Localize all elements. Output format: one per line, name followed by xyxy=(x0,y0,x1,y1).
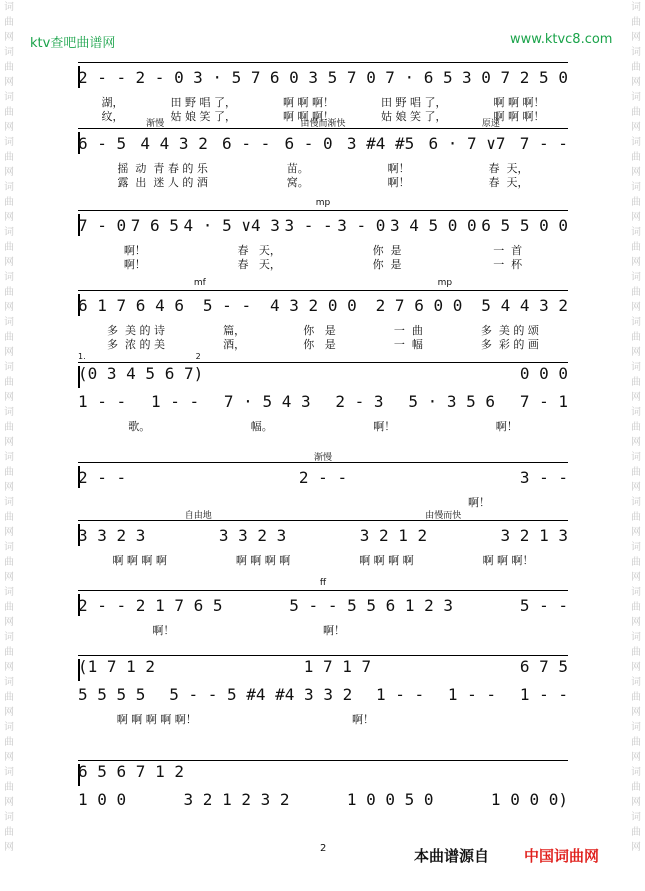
tempo-mark-item: mp xyxy=(437,278,453,288)
upper-staff-notes xyxy=(78,762,568,781)
watermark-glyph: 词 xyxy=(4,587,14,598)
upper-staff-notes-item: (1 7 1 2 xyxy=(78,657,156,676)
watermark-glyph: 曲 xyxy=(631,737,641,748)
watermark-glyph: 曲 xyxy=(631,557,641,568)
watermark-glyph: 曲 xyxy=(631,512,641,523)
watermark-glyph: 网 xyxy=(631,347,641,358)
lyric-line-2-item: 窝。 xyxy=(286,176,309,189)
melody-notes-item: 7 · 6 5 xyxy=(385,68,453,87)
lyric-line-2-item: 你 是 xyxy=(303,338,336,351)
lyric-line-1-item: 啊！ xyxy=(495,420,518,433)
slur-line xyxy=(78,62,568,63)
lyric-line-1-item: 啊 啊 啊！ xyxy=(493,96,545,109)
watermark-glyph: 网 xyxy=(631,77,641,88)
melody-notes-item: 3 3 2 3 xyxy=(78,526,146,545)
watermark-glyph: 网 xyxy=(4,122,14,133)
lyric-line-1-item: 幅。 xyxy=(250,420,273,433)
tempo-mark xyxy=(78,578,568,588)
melody-notes xyxy=(78,790,568,809)
lyric-line-2-item: 酒， xyxy=(223,338,246,351)
watermark-glyph: 曲 xyxy=(631,692,641,703)
lyric-line-1-item: 啊 啊 啊！ xyxy=(283,96,334,109)
melody-notes-item: 3 3 2 3 xyxy=(218,526,287,545)
lyric-line-1 xyxy=(78,418,568,434)
watermark-glyph: 网 xyxy=(4,212,14,223)
lyric-line-1-item: 啊！ xyxy=(387,162,410,175)
watermark-glyph: 词 xyxy=(4,677,14,688)
watermark-glyph: 网 xyxy=(631,527,641,538)
watermark-glyph: 曲 xyxy=(4,647,14,658)
watermark-glyph: 词 xyxy=(4,227,14,238)
lyric-line-1-item: 湖， xyxy=(101,96,124,109)
melody-notes-item: 3 #4 #5 xyxy=(346,134,415,153)
score-row xyxy=(78,760,568,830)
watermark-glyph: 网 xyxy=(4,167,14,178)
watermark-glyph: 词 xyxy=(631,317,641,328)
watermark-glyph: 词 xyxy=(631,632,641,643)
watermark-glyph: 曲 xyxy=(4,62,14,73)
watermark-glyph: 网 xyxy=(4,437,14,448)
melody-notes-item: 6 1 7 6 4 6 xyxy=(78,296,184,315)
watermark-glyph: 词 xyxy=(4,407,14,418)
watermark-glyph: 词 xyxy=(4,47,14,58)
melody-notes-item: 3 - - xyxy=(519,468,568,487)
melody-notes-item: 6 5 5 0 0 xyxy=(481,216,568,235)
watermark-glyph: 曲 xyxy=(631,287,641,298)
tempo-mark-item: mf xyxy=(193,278,206,288)
melody-notes-item: 6 · 7 ∨7 xyxy=(428,134,506,153)
watermark-glyph: 词 xyxy=(4,542,14,553)
watermark-glyph: 网 xyxy=(4,347,14,358)
watermark-glyph: 网 xyxy=(631,842,641,853)
watermark-glyph: 词 xyxy=(4,137,14,148)
watermark-glyph: 词 xyxy=(631,722,641,733)
watermark-glyph: 曲 xyxy=(4,287,14,298)
melody-notes xyxy=(78,134,568,153)
watermark-glyph: 词 xyxy=(631,272,641,283)
watermark-glyph: 词 xyxy=(631,362,641,373)
upper-staff-notes xyxy=(78,364,568,383)
volta-ending-item: 2 xyxy=(195,352,201,361)
lyric-line-2-item: 春 天， xyxy=(488,176,529,189)
melody-notes-item: 6 - 0 xyxy=(284,134,333,153)
watermark-glyph: 曲 xyxy=(631,152,641,163)
lyric-line-2-item: 你 是 xyxy=(372,258,402,271)
melody-notes-item: 2 - 0 xyxy=(135,68,184,87)
header-left-site[interactable]: ktv查吧曲谱网 xyxy=(30,36,116,51)
lyric-line-1 xyxy=(78,622,568,638)
watermark-glyph: 网 xyxy=(631,167,641,178)
watermark-glyph: 曲 xyxy=(4,782,14,793)
lyric-line-2-item: 多 浓 的 美 xyxy=(107,338,166,351)
melody-notes-item: 2 - 3 xyxy=(335,392,384,411)
score-row xyxy=(78,119,568,198)
melody-notes-item: 3 4 5 0 0 xyxy=(389,216,477,235)
lyric-line-2-item: 姑 娘 笑 了， xyxy=(381,110,447,123)
watermark-glyph: 词 xyxy=(631,497,641,508)
watermark-glyph: 曲 xyxy=(4,197,14,208)
watermark-glyph: 曲 xyxy=(631,242,641,253)
watermark-glyph: 曲 xyxy=(4,737,14,748)
watermark-glyph: 网 xyxy=(631,797,641,808)
watermark-glyph: 曲 xyxy=(631,377,641,388)
page-number: 2 xyxy=(320,843,327,854)
watermark-glyph: 曲 xyxy=(4,512,14,523)
watermark-glyph: 网 xyxy=(4,662,14,673)
lyric-line-1-item: 啊！ xyxy=(373,420,396,433)
melody-notes-item: 7 - 0 xyxy=(78,216,127,235)
melody-notes-item: 5 4 4 3 2 xyxy=(481,296,568,315)
watermark-glyph: 曲 xyxy=(631,827,641,838)
lyric-line-1-item: 啊！ xyxy=(351,713,374,726)
watermark-glyph: 网 xyxy=(631,482,641,493)
lyric-line-2-item: 露 出 迷 人 的 酒 xyxy=(117,176,208,189)
watermark-glyph: 曲 xyxy=(4,107,14,118)
melody-notes-item: 1 0 0 5 0 xyxy=(346,790,434,809)
watermark-glyph: 网 xyxy=(4,572,14,583)
lyric-line-2-item: 啊 啊 啊！ xyxy=(493,110,545,123)
watermark-glyph: 词 xyxy=(4,632,14,643)
upper-staff-notes-item: 0 0 0 xyxy=(519,364,568,383)
watermark-glyph: 网 xyxy=(4,77,14,88)
melody-notes xyxy=(78,296,568,315)
watermark-glyph: 网 xyxy=(631,32,641,43)
lyric-line-1-item: 啊！ xyxy=(322,624,345,637)
score-row xyxy=(78,278,568,360)
lyric-line-1-item: 田 野 唱 了， xyxy=(381,96,447,109)
watermark-glyph: 词 xyxy=(631,137,641,148)
tempo-mark-item: 自由地 xyxy=(184,511,212,521)
tempo-mark-item: ff xyxy=(319,578,327,588)
lyric-line-1 xyxy=(78,711,568,727)
source-label: 本曲谱源自 xyxy=(414,847,490,865)
watermark-glyph: 曲 xyxy=(631,62,641,73)
watermark-glyph: 词 xyxy=(631,452,641,463)
watermark-glyph: 词 xyxy=(4,362,14,373)
melody-notes-item: 2 - - xyxy=(78,68,127,87)
upper-staff-notes xyxy=(78,657,568,676)
score-row xyxy=(78,655,568,725)
lyric-line-2 xyxy=(78,336,568,352)
upper-staff-notes-item: 1 7 1 7 xyxy=(303,657,372,676)
melody-notes-item: 3 0 7 2 5 0 xyxy=(461,68,568,87)
watermark-glyph: 网 xyxy=(4,482,14,493)
melody-notes-item: 4 4 3 2 xyxy=(140,134,208,153)
score-row xyxy=(78,352,568,433)
melody-notes-item: 6 - - xyxy=(222,134,271,153)
watermark-glyph: 曲 xyxy=(631,332,641,343)
watermark-glyph: 词 xyxy=(631,407,641,418)
melody-notes-item: 7 · 5 4 3 xyxy=(223,392,311,411)
watermark-glyph: 网 xyxy=(4,527,14,538)
lyric-line-2-item: 纹， xyxy=(101,110,124,123)
watermark-glyph: 曲 xyxy=(4,602,14,613)
watermark-glyph: 曲 xyxy=(631,17,641,28)
melody-notes-item: 3 - 0 xyxy=(337,216,386,235)
watermark-glyph: 曲 xyxy=(631,782,641,793)
tempo-mark xyxy=(78,198,568,208)
tempo-mark-item: 渐慢 xyxy=(146,119,165,129)
watermark-glyph: 曲 xyxy=(4,17,14,28)
tempo-mark xyxy=(78,508,568,521)
melody-notes xyxy=(78,596,568,615)
melody-notes xyxy=(78,68,568,87)
watermark-glyph: 网 xyxy=(631,752,641,763)
tempo-mark-item: 由慢而快 xyxy=(425,511,462,521)
watermark-glyph: 词 xyxy=(4,182,14,193)
lyric-line-1-item: 啊 啊 啊 啊 xyxy=(112,554,167,567)
lyric-line-1-item: 多 美 的 诗 xyxy=(107,324,166,337)
lyric-line-1-item: 春 天， xyxy=(488,162,529,175)
watermark-glyph: 曲 xyxy=(631,422,641,433)
watermark-glyph: 网 xyxy=(631,662,641,673)
watermark-glyph: 词 xyxy=(631,182,641,193)
tempo-mark-item: 由慢而渐快 xyxy=(300,119,346,129)
tempo-mark-item: mp xyxy=(315,198,331,208)
lyric-line-1-item: 苗。 xyxy=(286,162,309,175)
watermark-glyph: 曲 xyxy=(631,647,641,658)
slur-line xyxy=(78,655,568,656)
lyric-line-1-item: 一 首 xyxy=(493,244,523,257)
lyric-line-2-item: 啊！ xyxy=(387,176,410,189)
watermark-glyph: 词 xyxy=(4,767,14,778)
score-row xyxy=(78,578,568,660)
melody-notes-item: 2 - - xyxy=(78,468,127,487)
tempo-mark-item: 原速 xyxy=(481,119,500,129)
melody-notes-item: 5 - - xyxy=(519,596,568,615)
melody-notes-item: 3 - - xyxy=(284,216,333,235)
melody-notes-item: 1 - - xyxy=(78,392,127,411)
tempo-mark xyxy=(78,450,568,463)
slur-line xyxy=(78,590,568,591)
watermark-glyph: 网 xyxy=(631,572,641,583)
watermark-glyph: 词 xyxy=(631,542,641,553)
slur-line xyxy=(78,290,568,291)
tempo-mark xyxy=(78,278,568,288)
melody-notes-item: 5 · 3 5 6 xyxy=(408,392,496,411)
watermark-glyph: 网 xyxy=(4,707,14,718)
watermark-glyph: 词 xyxy=(631,767,641,778)
lyric-line-2-item: 啊 啊 啊！ xyxy=(283,110,334,123)
melody-notes-item: 4 · 5 ∨4 3 xyxy=(183,216,280,235)
lyric-line-1-item: 摇 动 青 春 的 乐 xyxy=(117,162,208,175)
volta-ending-item: 1. xyxy=(78,352,86,361)
watermark-glyph: 网 xyxy=(4,392,14,403)
upper-staff-notes-item: (0 3 4 5 6 7) xyxy=(78,364,204,383)
lyric-line-1-item: 啊 啊 啊 啊 xyxy=(359,554,414,567)
watermark-glyph: 网 xyxy=(4,617,14,628)
source-site[interactable]: 中国词曲网 xyxy=(524,847,600,865)
melody-notes xyxy=(78,526,568,545)
melody-notes-item: 4 3 2 0 0 xyxy=(270,296,357,315)
melody-notes-item: 5 - - xyxy=(202,296,252,315)
watermark-glyph: 曲 xyxy=(4,332,14,343)
watermark-glyph: 词 xyxy=(4,92,14,103)
watermark-glyph: 网 xyxy=(4,797,14,808)
watermark-glyph: 曲 xyxy=(631,467,641,478)
watermark-glyph: 网 xyxy=(4,842,14,853)
melody-notes-item: 5 - - 5 #4 #4 3 3 2 xyxy=(169,685,353,704)
watermark-glyph: 曲 xyxy=(4,467,14,478)
melody-notes xyxy=(78,468,568,487)
watermark-glyph: 曲 xyxy=(4,152,14,163)
lyric-line-1-item: 一 曲 xyxy=(393,324,423,337)
lyric-line-2-item: 一 幅 xyxy=(393,338,423,351)
watermark-glyph: 曲 xyxy=(4,827,14,838)
melody-notes-item: 5 - - 5 5 6 1 2 3 xyxy=(289,596,454,615)
lyric-line-1-item: 啊！ xyxy=(468,496,490,509)
watermark-glyph: 网 xyxy=(631,392,641,403)
watermark-glyph: 曲 xyxy=(4,422,14,433)
lyric-line-1-item: 篇， xyxy=(223,324,246,337)
lyric-line-1-item: 你 是 xyxy=(303,324,336,337)
watermark-glyph: 曲 xyxy=(631,602,641,613)
watermark-glyph: 网 xyxy=(631,257,641,268)
melody-notes-item: 5 5 5 5 xyxy=(78,685,146,704)
tempo-mark-item: 渐慢 xyxy=(313,453,332,463)
melody-notes-item: 1 0 0 xyxy=(78,790,127,809)
lyric-line-1-item: 田 野 唱 了， xyxy=(170,96,236,109)
watermark-glyph: 曲 xyxy=(4,377,14,388)
watermark-glyph: 曲 xyxy=(4,557,14,568)
melody-notes-item: 3 2 1 3 xyxy=(500,526,568,545)
lyric-line-1-item: 多 美 的 颂 xyxy=(480,324,539,337)
lyric-line-1-item: 啊 啊 啊 啊 xyxy=(235,554,291,567)
lyric-line-1-item: 春 天， xyxy=(237,244,281,257)
watermark-glyph: 词 xyxy=(631,587,641,598)
watermark-glyph: 词 xyxy=(631,677,641,688)
lyric-line-2-item: 春 天， xyxy=(237,258,281,271)
watermark-glyph: 网 xyxy=(4,32,14,43)
melody-notes-item: 1 - - xyxy=(519,685,568,704)
melody-notes-item: 6 0 3 5 7 0 xyxy=(269,68,376,87)
melody-notes-item: 7 6 5 xyxy=(130,216,179,235)
melody-notes-item: 7 - - xyxy=(519,134,568,153)
header-right-site[interactable]: www.ktvc8.com xyxy=(510,32,613,47)
watermark-glyph: 词 xyxy=(4,497,14,508)
melody-notes-item: 7 - 1 xyxy=(519,392,568,411)
watermark-glyph: 词 xyxy=(4,812,14,823)
watermark-glyph: 网 xyxy=(631,302,641,313)
volta-ending xyxy=(78,352,568,361)
lyric-line-1-item: 啊 啊 啊！ xyxy=(482,554,534,567)
melody-notes-item: 3 2 1 2 xyxy=(359,526,428,545)
lyric-line-2 xyxy=(78,256,568,272)
watermark-glyph: 词 xyxy=(631,812,641,823)
melody-notes-item: 1 - - xyxy=(447,685,497,704)
watermark-glyph: 曲 xyxy=(4,692,14,703)
watermark-glyph: 网 xyxy=(631,122,641,133)
watermark-glyph: 词 xyxy=(631,227,641,238)
watermark-glyph: 词 xyxy=(4,2,14,13)
melody-notes-item: 6 - 5 xyxy=(78,134,127,153)
lyric-line-2-item: 啊！ xyxy=(123,258,146,271)
watermark-glyph: 曲 xyxy=(631,107,641,118)
lyric-line-2-item: 姑 娘 笑 了， xyxy=(170,110,236,123)
slur-line xyxy=(78,362,568,363)
watermark-glyph: 词 xyxy=(631,47,641,58)
melody-notes xyxy=(78,392,568,411)
melody-notes xyxy=(78,685,568,704)
melody-notes-item: 2 - - 2 1 7 6 5 xyxy=(78,596,223,615)
melody-notes-item: 3 2 1 2 3 2 xyxy=(183,790,290,809)
lyric-line-1 xyxy=(78,552,568,568)
watermark-glyph: 网 xyxy=(4,752,14,763)
lyric-line-1-item: 啊！ xyxy=(152,624,175,637)
watermark-glyph: 网 xyxy=(4,302,14,313)
watermark-glyph: 词 xyxy=(631,2,641,13)
lyric-line-1-item: 啊！ xyxy=(123,244,146,257)
slur-line xyxy=(78,210,568,211)
right-watermark-column xyxy=(629,0,643,891)
melody-notes-item: 1 - - xyxy=(375,685,425,704)
upper-staff-notes-item: 6 5 6 7 1 2 xyxy=(78,762,184,781)
watermark-glyph: 网 xyxy=(631,617,641,628)
watermark-glyph: 词 xyxy=(4,722,14,733)
lyric-line-2-item: 多 彩 的 画 xyxy=(480,338,539,351)
score-row xyxy=(78,198,568,280)
melody-notes-item: 2 7 6 0 0 xyxy=(375,296,463,315)
lyric-line-1-item: 啊 啊 啊 啊 啊！ xyxy=(116,713,197,726)
watermark-glyph: 网 xyxy=(631,707,641,718)
watermark-glyph: 词 xyxy=(4,272,14,283)
melody-notes-item: 1 0 0 0) xyxy=(490,790,568,809)
watermark-glyph: 词 xyxy=(4,317,14,328)
lyric-line-1-item: 歌。 xyxy=(128,420,151,433)
slur-line xyxy=(78,760,568,761)
melody-notes-item: 1 - - xyxy=(150,392,200,411)
left-watermark-column xyxy=(2,0,16,891)
lyric-line-1-item: 你 是 xyxy=(372,244,402,257)
lyric-line-2 xyxy=(78,174,568,190)
watermark-glyph: 网 xyxy=(631,212,641,223)
watermark-glyph: 曲 xyxy=(4,242,14,253)
watermark-glyph: 曲 xyxy=(631,197,641,208)
melody-notes-item: 2 - - xyxy=(298,468,348,487)
upper-staff-notes-item: 6 7 5 xyxy=(519,657,568,676)
melody-notes-item: 3 · 5 7 xyxy=(193,68,261,87)
lyric-line-2-item: 一 杯 xyxy=(493,258,523,271)
watermark-glyph: 网 xyxy=(4,257,14,268)
tempo-mark xyxy=(78,116,568,129)
melody-notes xyxy=(78,216,568,235)
watermark-glyph: 词 xyxy=(4,452,14,463)
watermark-glyph: 网 xyxy=(631,437,641,448)
watermark-glyph: 词 xyxy=(631,92,641,103)
